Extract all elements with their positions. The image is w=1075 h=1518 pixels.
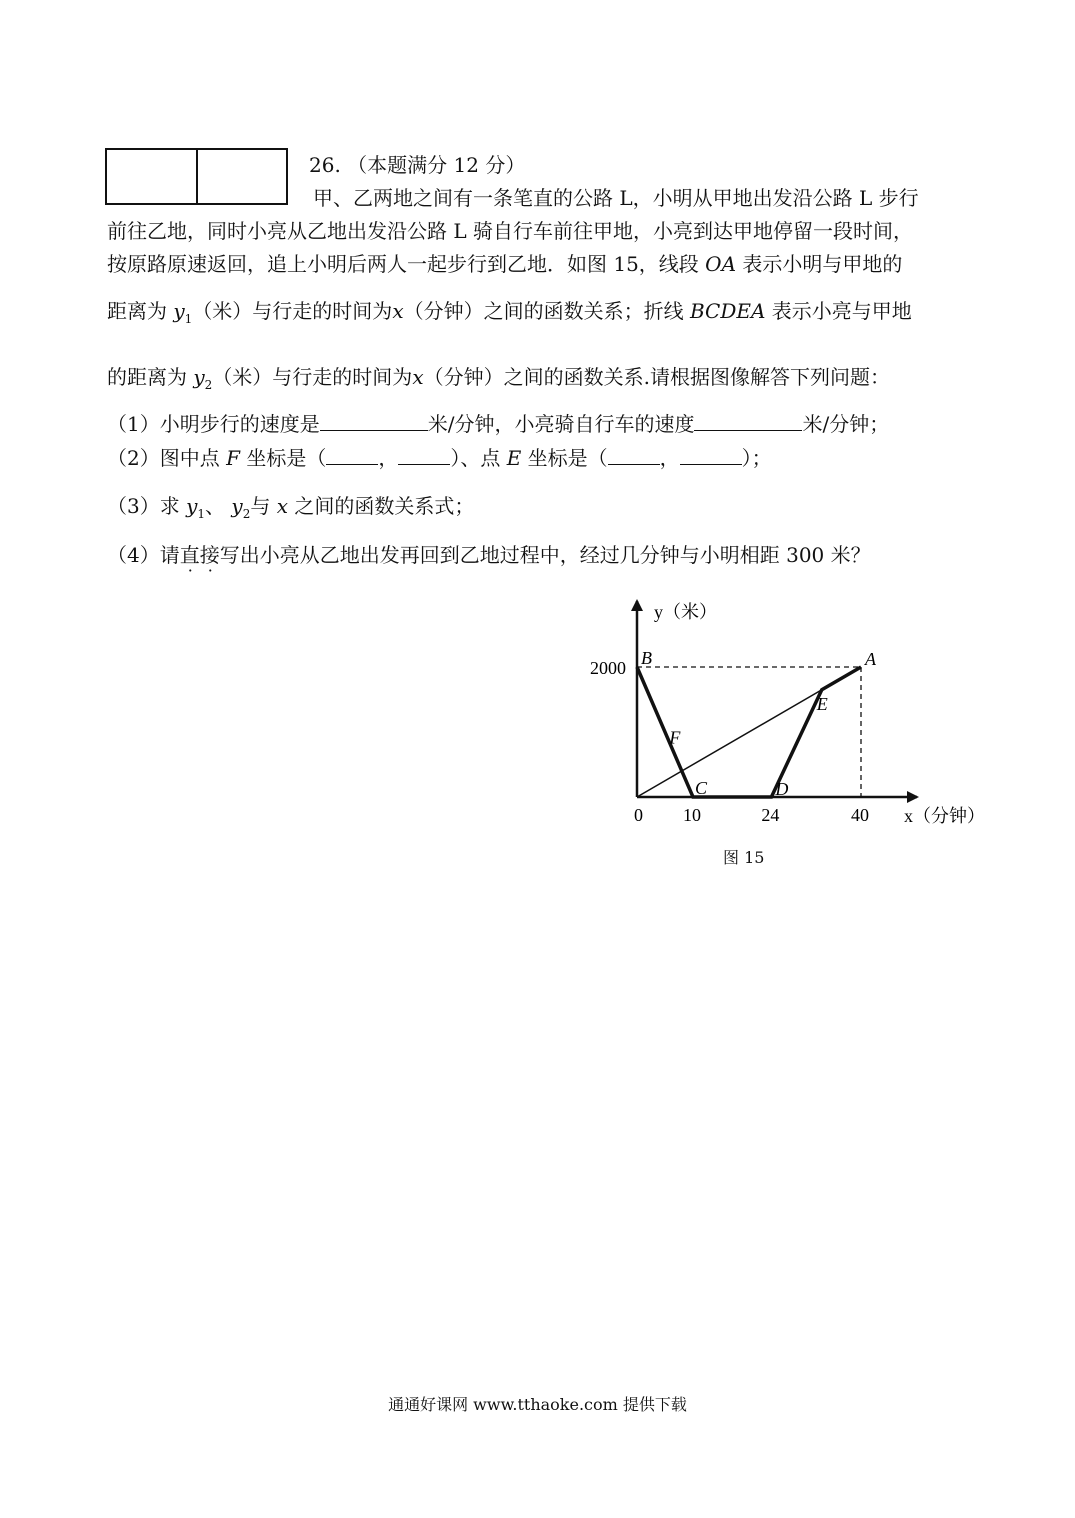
answer-blank[interactable]: [326, 446, 378, 465]
problem-para-line-4: 距离为 $y_1$（米）与行走的时间为x（分钟）之间的函数关系；折线 BCDEA 表示小亮与甲地: [107, 299, 912, 326]
grader-cell: [196, 150, 287, 203]
point-label-E: E: [816, 693, 828, 714]
answer-blank[interactable]: [398, 446, 450, 465]
x-tick-label: 40: [851, 805, 869, 825]
point-label-F: F: [669, 727, 681, 748]
origin-label: 0: [634, 805, 643, 825]
point-label-B: B: [641, 648, 652, 668]
answer-blank[interactable]: [320, 412, 428, 431]
point-label-D: D: [775, 779, 789, 799]
distance-time-chart: [580, 595, 1010, 840]
score-cell: [107, 150, 196, 203]
y-axis-label: y（米）: [654, 602, 717, 622]
answer-blank[interactable]: [694, 412, 802, 431]
y-tick-label: 2000: [590, 658, 626, 678]
x-tick-label: 24: [761, 805, 780, 825]
figure-caption: 图 15: [723, 848, 765, 867]
problem-para-line-3: 按原路原速返回，追上小明后两人一起步行到乙地．如图 15，线段 OA 表示小明与甲地的: [107, 252, 903, 276]
question-1: （1）小明步行的速度是 米/分钟，小亮骑自行车的速度 米/分钟；: [107, 412, 890, 436]
question-3: （3）求 $y_1$、 $y_2$与 x 之间的函数关系式；: [107, 494, 475, 521]
x-tick-label: 10: [683, 805, 701, 825]
point-label-A: A: [865, 649, 876, 669]
answer-blank[interactable]: [608, 446, 660, 465]
point-label-C: C: [695, 778, 708, 798]
score-box: [105, 148, 288, 205]
question-4: （4）请直接写出小亮从乙地出发再回到乙地过程中，经过几分钟与小明相距 300 米？: [107, 543, 871, 567]
problem-heading: 26. （本题满分 12 分）: [309, 153, 526, 177]
x-axis-label: x（分钟）: [904, 806, 985, 826]
question-2: （2）图中点 F 坐标是（ ， ）、点 E 坐标是（ ， ）；: [107, 446, 772, 470]
problem-para-line-2: 前往乙地，同时小亮从乙地出发沿公路 L 骑自行车前往甲地，小亮到达甲地停留一段时间，: [107, 219, 913, 243]
answer-blank[interactable]: [680, 446, 742, 465]
page-footer: 通通好课网 www.tthaoke.com 提供下载: [388, 1395, 687, 1414]
problem-para-line-1: 甲、乙两地之间有一条笔直的公路 L，小明从甲地出发沿公路 L 步行: [313, 186, 919, 210]
problem-para-line-5: 的距离为 $y_2$（米）与行走的时间为x（分钟）之间的函数关系.请根据图像解答下列问题：: [107, 365, 890, 392]
